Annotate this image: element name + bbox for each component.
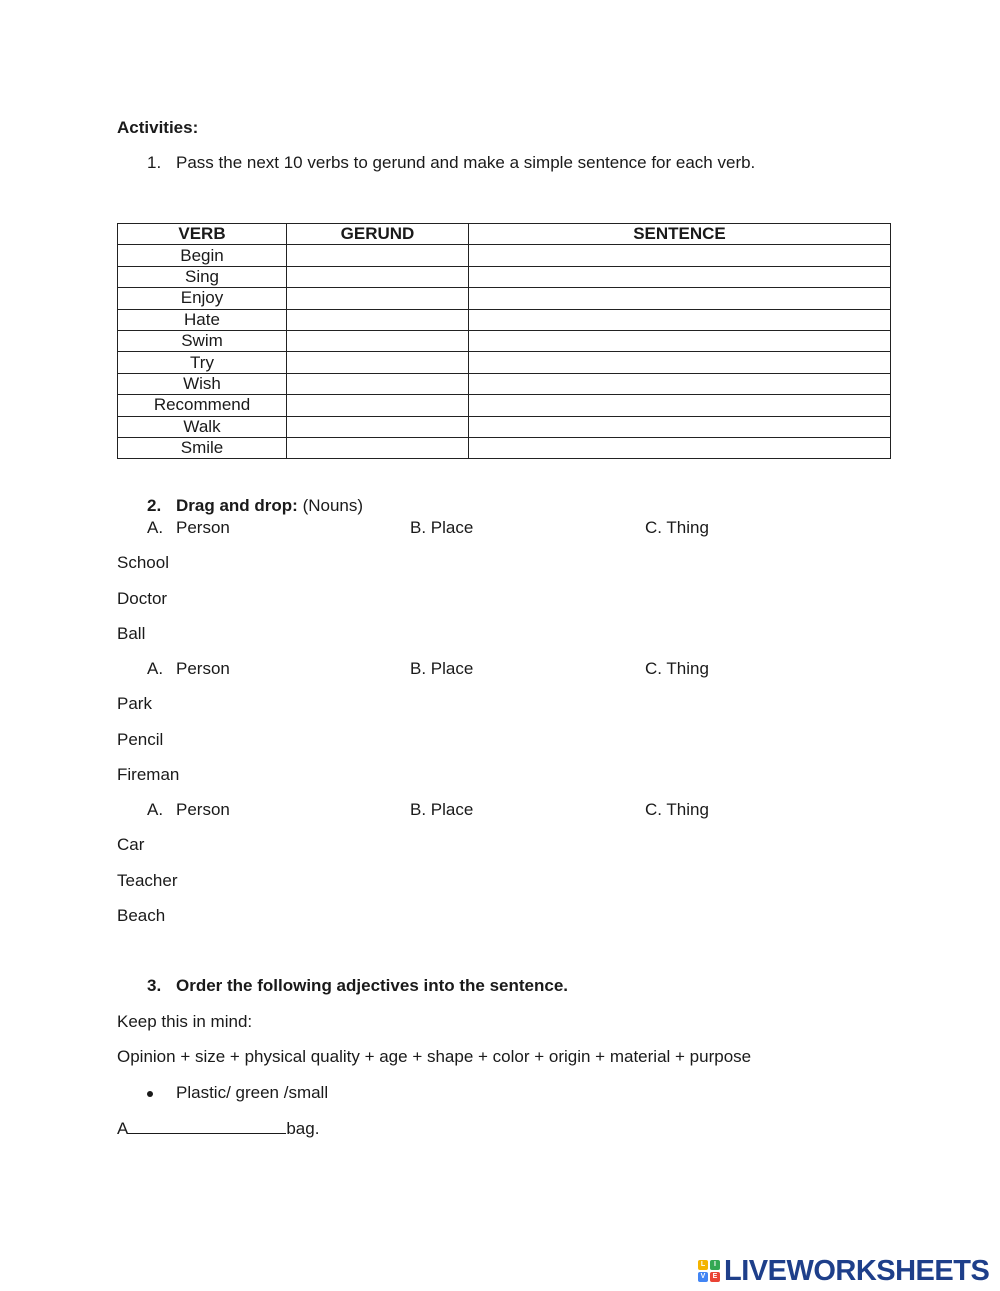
sentence-cell[interactable] [469, 416, 891, 437]
logo-block: L [698, 1260, 708, 1270]
gerund-cell[interactable] [287, 395, 469, 416]
drop-zone-person[interactable]: Person [176, 518, 230, 537]
drag-word[interactable]: Park [117, 694, 152, 713]
verb-cell: Try [118, 352, 287, 373]
gerund-cell[interactable] [287, 352, 469, 373]
table-row [118, 373, 891, 394]
drop-zone-thing[interactable]: C. Thing [645, 518, 709, 537]
q2-title: Drag and drop: [176, 496, 298, 515]
sentence-cell[interactable] [469, 330, 891, 351]
q3-number: 3. [147, 976, 162, 995]
sentence-cell[interactable] [469, 266, 891, 287]
verb-cell: Walk [118, 416, 287, 437]
logo-block: I [710, 1260, 720, 1270]
sentence-cell[interactable] [469, 288, 891, 309]
q2-title-line [176, 496, 363, 516]
gerund-cell[interactable] [287, 330, 469, 351]
table-row [118, 416, 891, 437]
gerund-cell[interactable] [287, 245, 469, 266]
drag-word[interactable]: Pencil [117, 730, 164, 749]
gerund-cell[interactable] [287, 288, 469, 309]
verb-cell: Begin [118, 245, 287, 266]
gerund-cell[interactable] [287, 373, 469, 394]
sentence-start: A [117, 1119, 129, 1138]
sentence-cell[interactable] [469, 437, 891, 458]
verb-cell: Sing [118, 266, 287, 287]
logo-block: V [698, 1272, 708, 1282]
q2-subtitle: (Nouns) [302, 496, 364, 515]
table-row [118, 266, 891, 287]
table-row [118, 330, 891, 351]
drop-zone-place[interactable]: B. Place [410, 518, 474, 537]
gerund-cell[interactable] [287, 266, 469, 287]
drag-word[interactable]: School [117, 553, 169, 572]
sentence-cell[interactable] [469, 395, 891, 416]
verb-cell: Recommend [118, 395, 287, 416]
verb-cell: Hate [118, 309, 287, 330]
table-row [118, 352, 891, 373]
drag-word[interactable]: Fireman [117, 765, 180, 784]
liveworksheets-logo [698, 1256, 989, 1286]
drag-word[interactable]: Teacher [117, 871, 178, 890]
sentence-cell[interactable] [469, 245, 891, 266]
sentence-cell[interactable] [469, 309, 891, 330]
header-sentence: SENTENCE [469, 224, 891, 245]
q1-number: 1. [147, 153, 162, 172]
option-a-letter: A. [147, 659, 164, 678]
q1-text: Pass the next 10 verbs to gerund and make a simple sentence for each verb. [176, 153, 756, 172]
sentence-end: bag. [286, 1119, 320, 1138]
table-row [118, 395, 891, 416]
drag-word[interactable]: Doctor [117, 589, 168, 608]
verb-cell: Wish [118, 373, 287, 394]
drop-zone-person[interactable]: Person [176, 659, 230, 678]
logo-blocks-icon [698, 1260, 720, 1282]
q3-title: Order the following adjectives into the sentence. [176, 976, 569, 995]
q3-bullet-text: Plastic/ green /small [176, 1083, 329, 1102]
drag-word[interactable]: Car [117, 835, 145, 854]
activities-heading: Activities: [117, 118, 199, 137]
table-row [118, 288, 891, 309]
header-gerund: GERUND [287, 224, 469, 245]
logo-text: LIVEWORKSHEETS [724, 1254, 990, 1287]
table-header-row [118, 224, 891, 245]
sentence-cell[interactable] [469, 373, 891, 394]
drop-zone-place[interactable]: B. Place [410, 800, 474, 819]
gerund-cell[interactable] [287, 416, 469, 437]
option-a-letter: A. [147, 518, 164, 537]
q2-number: 2. [147, 496, 162, 515]
drag-word[interactable]: Beach [117, 906, 166, 925]
drop-zone-thing[interactable]: C. Thing [645, 800, 709, 819]
table-row [118, 309, 891, 330]
table-row [118, 245, 891, 266]
bullet-icon [147, 1091, 153, 1097]
q3-note: Keep this in mind: [117, 1012, 253, 1031]
sentence-cell[interactable] [469, 352, 891, 373]
header-verb: VERB [118, 224, 287, 245]
drop-zone-thing[interactable]: C. Thing [645, 659, 709, 678]
drop-zone-person[interactable]: Person [176, 800, 230, 819]
q3-sentence [117, 1119, 319, 1139]
logo-block: E [710, 1272, 720, 1282]
table-row [118, 437, 891, 458]
answer-blank-input[interactable] [128, 1119, 286, 1134]
gerund-cell[interactable] [287, 437, 469, 458]
option-a-letter: A. [147, 800, 164, 819]
verb-cell: Smile [118, 437, 287, 458]
verb-cell: Swim [118, 330, 287, 351]
gerund-cell[interactable] [287, 309, 469, 330]
drop-zone-place[interactable]: B. Place [410, 659, 474, 678]
q3-rule: Opinion + size + physical quality + age + shape + color + origin + material + purpose [117, 1047, 752, 1066]
verb-gerund-table [117, 223, 891, 459]
verb-cell: Enjoy [118, 288, 287, 309]
drag-word[interactable]: Ball [117, 624, 146, 643]
